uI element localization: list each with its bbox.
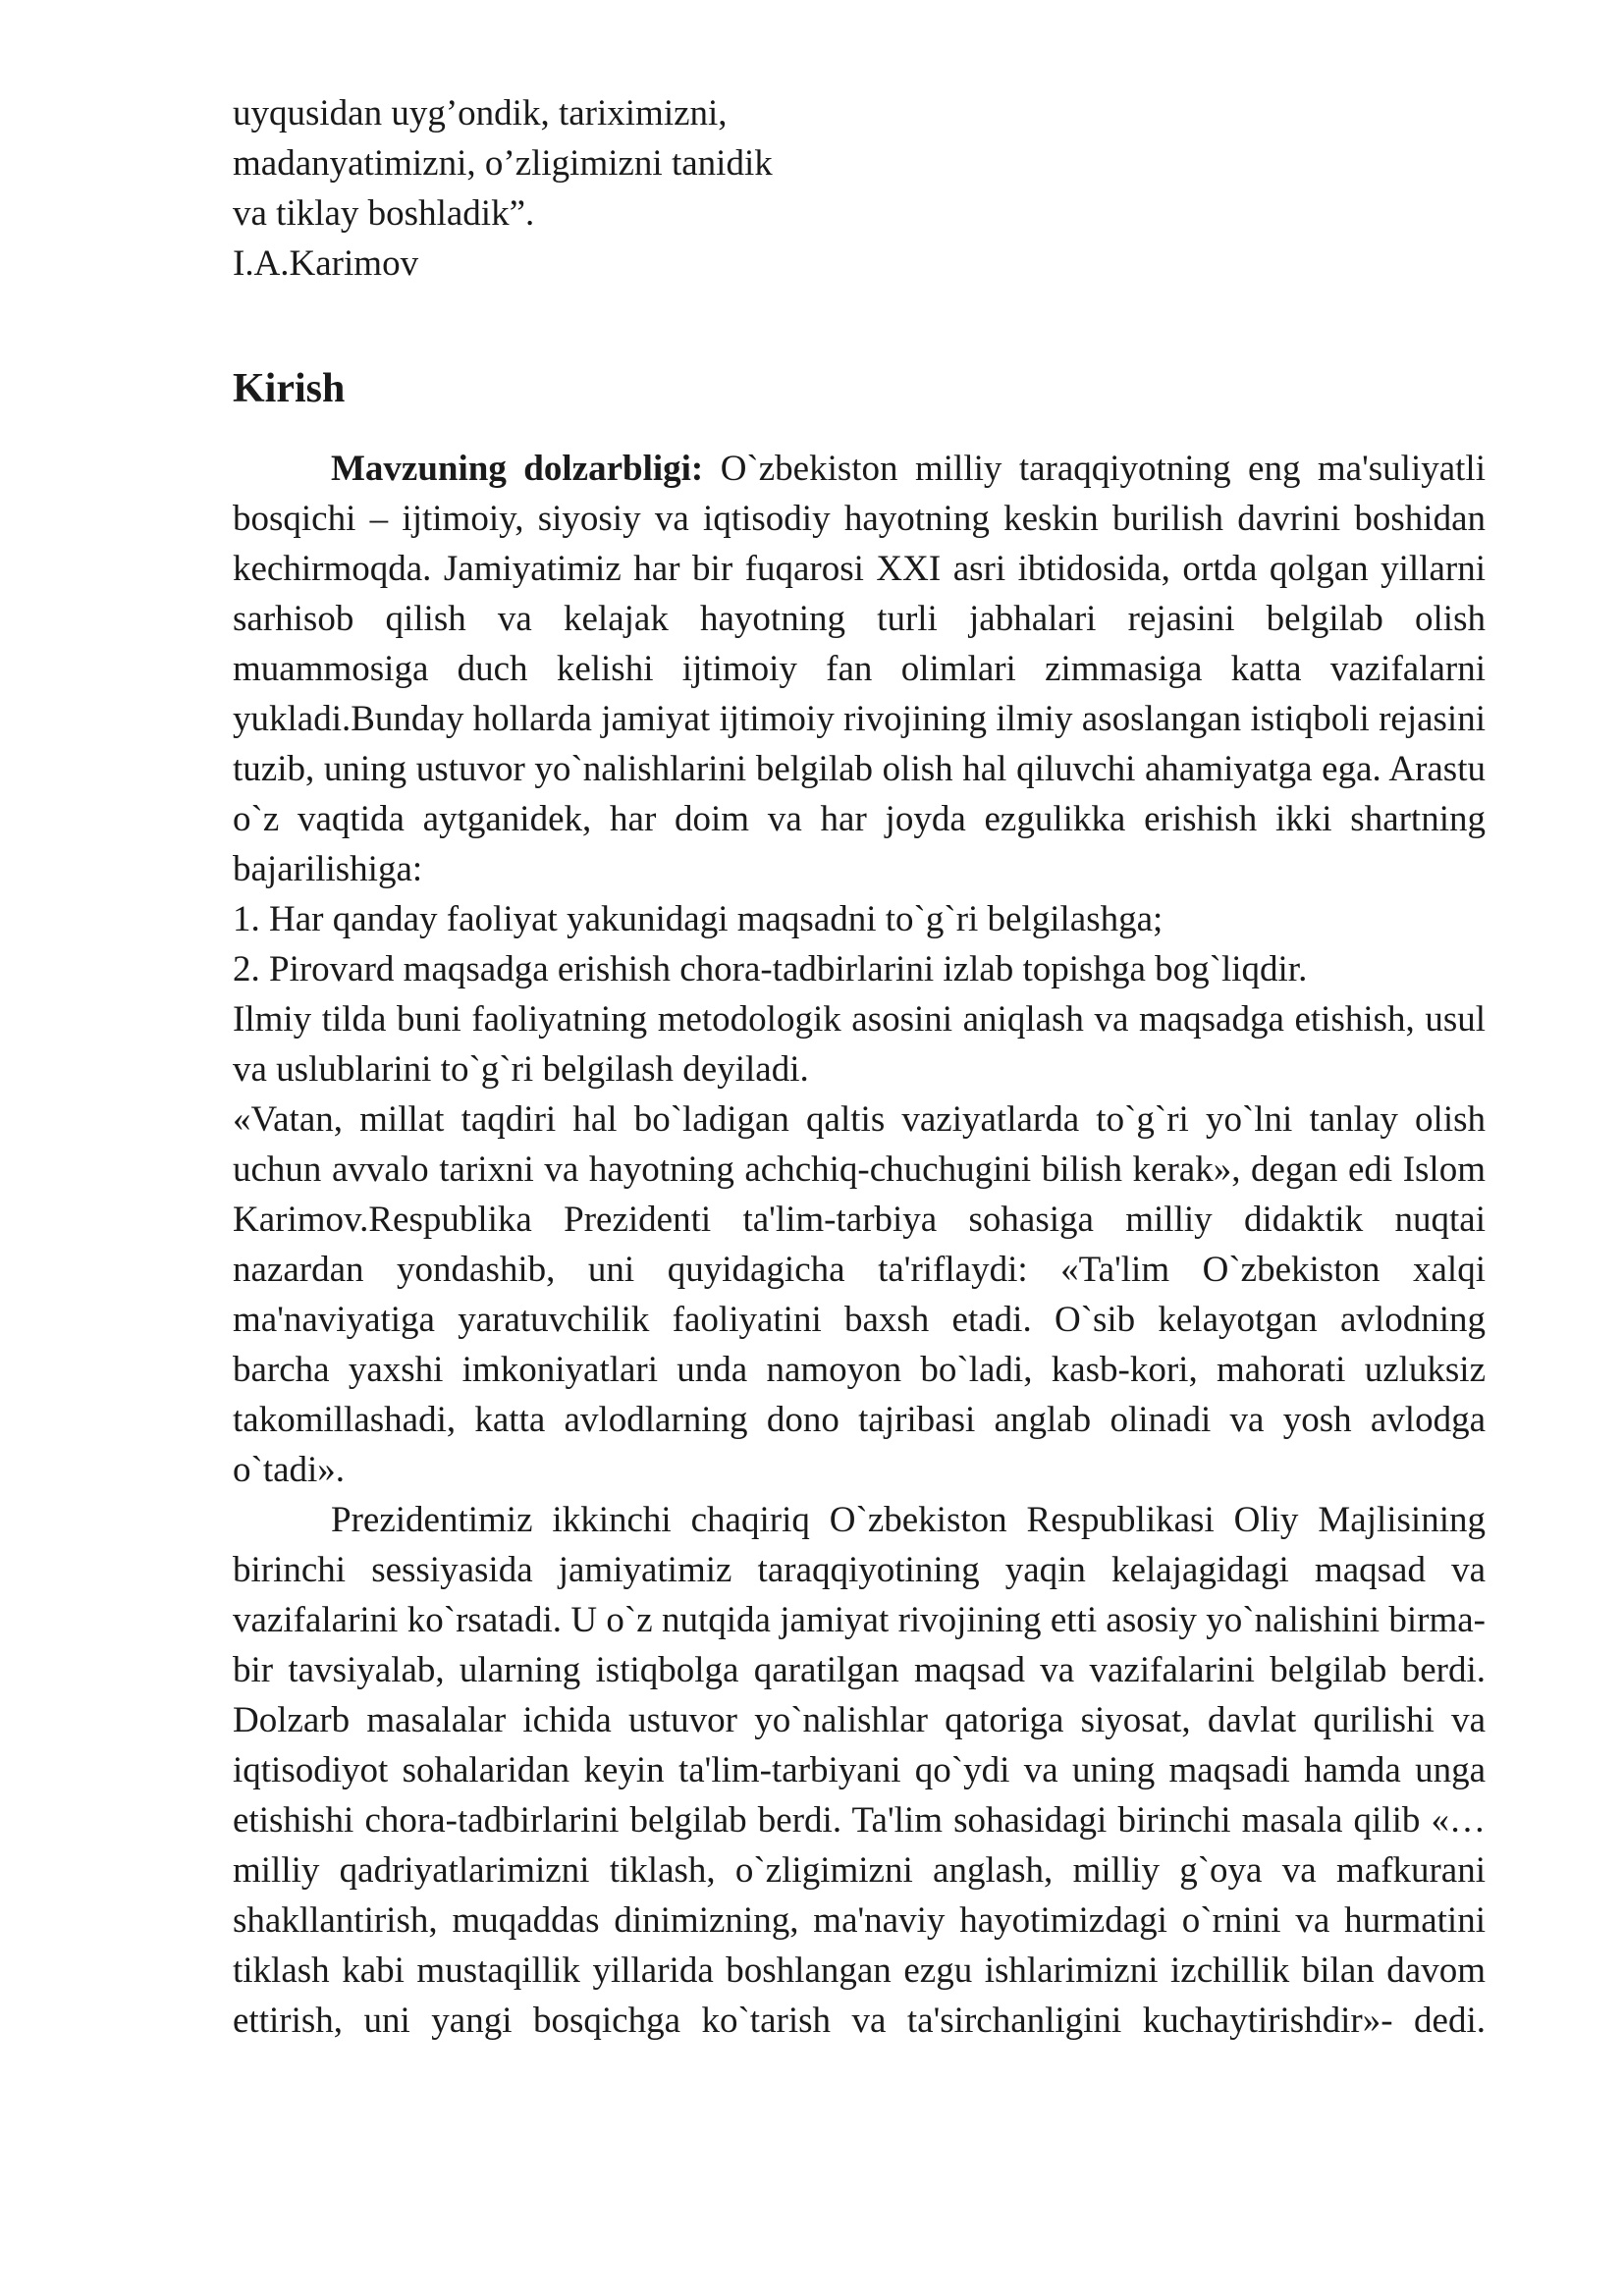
list-item: 2. Pirovard maqsadga erishish chora-tadbirlarini izlab topishga bog`liqdir. xyxy=(233,949,1308,989)
paragraph: «Vatan, millat taqdiri hal bo`ladigan qaltis vaziyatlarda to`g`ri yo`lni tanlay olish uchun avvalo tarixni va hayotning achchiq-chuchugini bilish kerak», degan edi Islom Karimov.Respublika Prezidenti ta'lim-tarbiya sohasiga milliy didaktik nuqtai nazardan yondashib, uni quyidagicha ta'riflaydi: «Ta'lim O`zbekiston xalqi ma'naviyatiga yaratuvchilik faoliyatini baxsh etadi. O`sib kelayotgan avlodning barcha yaxshi imkoniyatlari unda namoyon bo`ladi, kasb-kori, mahorati uzluksiz takomillashadi, katta avlodlarning dono tajribasi anglab olinadi va yosh avlodga o`tadi». xyxy=(233,1099,1486,1490)
paragraph-lead: Mavzuning dolzarbligi: xyxy=(331,449,704,489)
section-heading: Kirish xyxy=(233,366,346,411)
paragraph: Prezidentimiz ikkinchi chaqiriq O`zbekiston Respublikasi Oliy Majlisining birinchi sessiyasida jamiyatimiz taraqqiyotining yaqin kelajagidagi maqsad va vazifalarini ko`rsatadi. U o`z nutqida jamiyat rivojining etti asosiy yo`nalishini birma-bir tavsiyalab, ularning istiqbolga qaratilgan maqsad va vazifalarini belgilab berdi. Dolzarb masalalar ichida ustuvor yo`nalishlar qatoriga siyosat, davlat qurilishi va iqtisodiyot sohalaridan keyin ta'lim-tarbiyani qo`ydi va uning maqsadi hamda unga etishishi chora-tadbirlarini belgilab berdi. Ta'lim sohasidagi birinchi masala qilib «…milliy qadriyatlarimizni tiklash, o`zligimizni anglash, milliy g`oya va mafkurani shakllantirish, muqaddas dinimizning, ma'naviy hayotimizdagi o`rnini va hurmatini tiklash kabi mustaqillik yillarida boshlangan ezgu ishlarimizni izchillik bilan davom ettirish, uni yangi bosqichga ko`tarish va ta'sirchanligini kuchaytirishdir»- dedi. xyxy=(233,1500,1486,2041)
epigraph xyxy=(233,88,1486,289)
paragraph: Ilmiy tilda buni faoliyatning metodologik asosini aniqlash va maqsadga etishish, usul va uslublarini to`g`ri belgilash deyiladi. xyxy=(233,999,1486,1090)
document-page xyxy=(233,88,1486,2046)
paragraph-text: O`zbekiston milliy taraqqiyotning eng ma'suliyatli bosqichi – ijtimoiy, siyosiy va iqtisodiy hayotning keskin burilish davrini boshidan kechirmoqda. Jamiyatimiz har bir fuqarosi XXI asri ibtidosida, ortda qolgan yillarni sarhisob qilish va kelajak hayotning turli jabhalari rejasini belgilab olish muammosiga duch kelishi ijtimoiy fan olimlari zimmasiga katta vazifalarni yukladi.Bunday hollarda jamiyat ijtimoiy rivojining ilmiy asoslangan istiqboli rejasini tuzib, uning ustuvor yo`nalishlarini belgilab olish hal qiluvchi ahamiyatga ega. Arastu o`z vaqtida aytganidek, har doim va har joyda ezgulikka erishish ikki shartning bajarilishiga: xyxy=(233,449,1486,889)
epigraph-line: va tiklay boshladik”. xyxy=(233,193,535,234)
epigraph-line: uyqusidan uyg’ondik, tariximizni, xyxy=(233,93,728,133)
epigraph-author: I.A.Karimov xyxy=(233,243,419,284)
epigraph-line: madanyatimizni, o’zligimizni tanidik xyxy=(233,143,773,184)
paragraph-relevance xyxy=(233,444,1486,894)
list-item: 1. Har qanday faoliyat yakunidagi maqsadni to`g`ri belgilashga; xyxy=(233,899,1164,939)
